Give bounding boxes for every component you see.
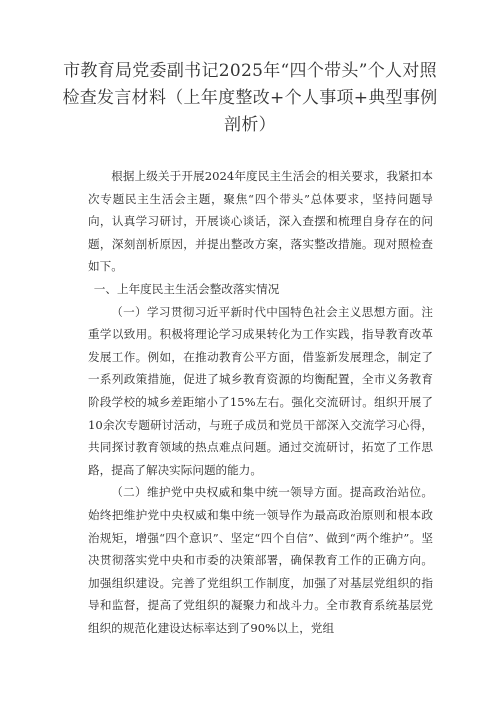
section-heading-1: 一、上年度民主生活会整改落实情况 — [93, 281, 280, 296]
document-body — [88, 165, 433, 639]
intro-paragraph: 根据上级关于开展2024年度民主生活会的相关要求，我紧扣本次专题民主生活会主题，聚焦“四个带头”总体要求，坚持问题导向，认真学习研讨，开展谈心谈话，深入查摆和梳理自身存在的问题，深刻剖析原因，并提出整改方案，落实整改措施。现对照检查如下。 — [88, 169, 433, 274]
document-title: 市教育局党委副书记2025年“四个带头”个人对照检查发言材料（上年度整改+个人事项+典型事例剖析） — [62, 61, 438, 135]
body-paragraph: （一）学习贯彻习近平新时代中国特色社会主义思想方面。注重学以致用。积极将理论学习成果转化为工作实践，指导教育改革发展工作。例如，在推动教育公平方面，借鉴新发展理念，制定了一系列政策措施，促进了城乡教育资源的均衡配置，全市义务教育阶段学校的城乡差距缩小了15%左右。强化交流研讨。组织开展了10余次专题研讨活动，与班子成员和党员干部深入交流学习心得，共同探讨教育领域的热点难点问题。通过交流研讨，拓宽了工作思路，提高了解决实际问题的能力。 — [88, 304, 433, 477]
body-paragraph: （二）维护党中央权威和集中统一领导方面。提高政治站位。始终把维护党中央权威和集中统一领导作为最高政治原则和根本政治规矩，增强“四个意识”、坚定“四个自信”、做到“两个维护”。坚决贯彻落实党中央和市委的决策部署，确保教育工作的正确方向。加强组织建设。完善了党组织工作制度，加强了对基层党组织的指导和监督，提高了党组织的凝聚力和战斗力。全市教育系统基层党组织的规范化建设达标率达到了90%以上，党组 — [88, 485, 433, 635]
